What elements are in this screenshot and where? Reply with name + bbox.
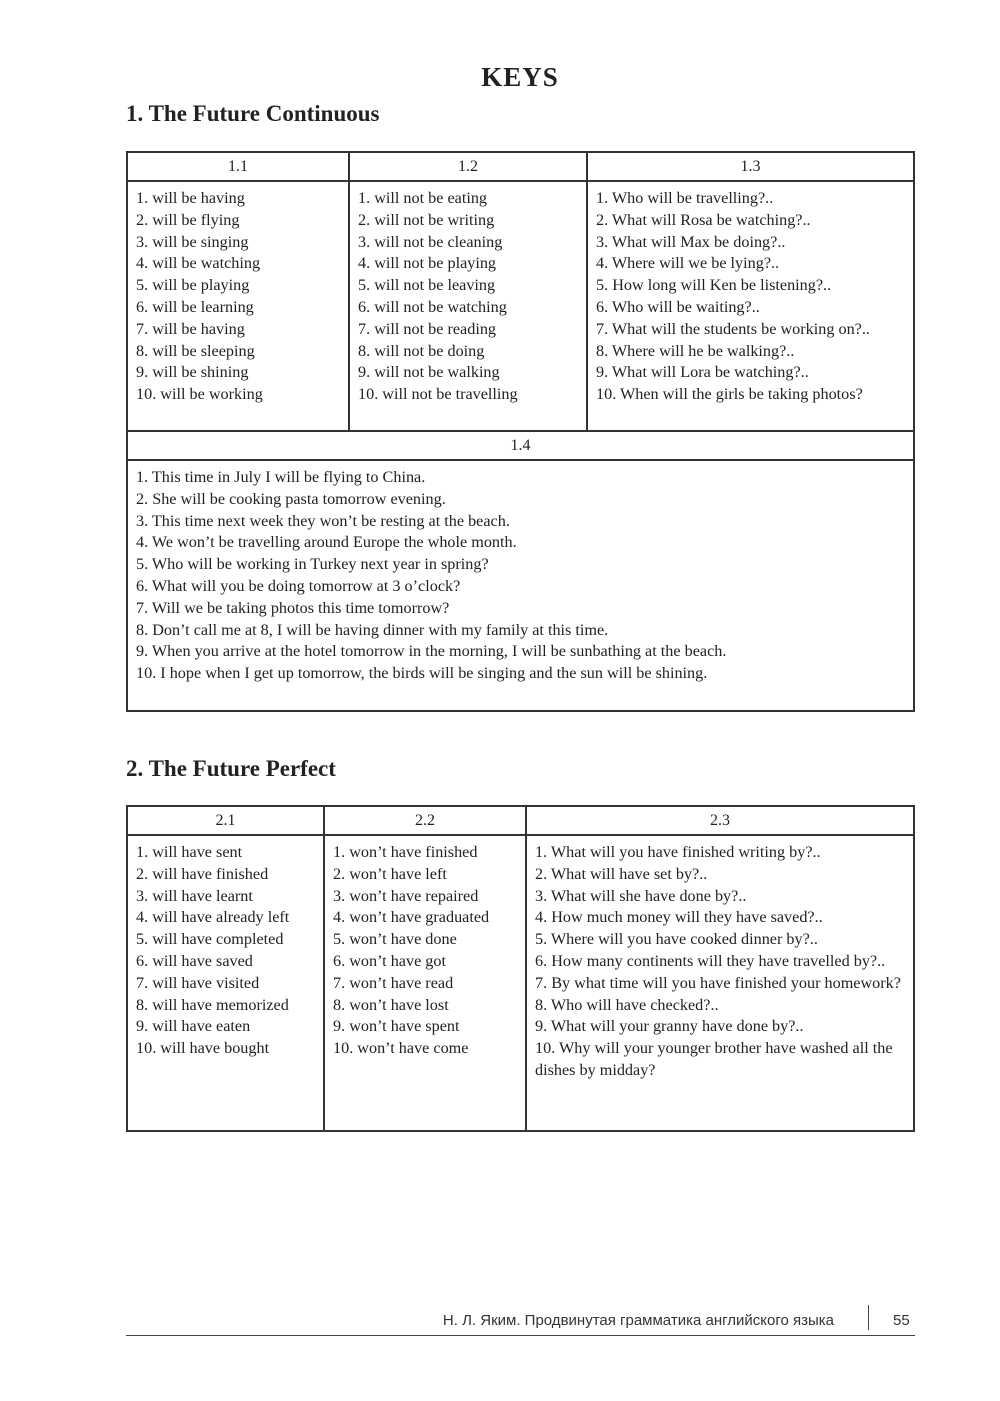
footer-separator bbox=[868, 1305, 869, 1330]
answer-item: 1. will be having bbox=[136, 189, 245, 207]
answer-item: 2. will be flying bbox=[136, 210, 240, 229]
answer-item: 9. won’t have spent bbox=[333, 1017, 460, 1036]
footer-book-title: Н. Л. Яким. Продвинутая грамматика английского языка bbox=[442, 1312, 834, 1329]
column-header-2-3: 2.3 bbox=[526, 806, 914, 835]
answer-item: 6. will have saved bbox=[136, 951, 253, 970]
answer-item: 10. I hope when I get up tomorrow, the birds will be singing and the sun will be shining. bbox=[136, 664, 708, 683]
column-header-1-1: 1.1 bbox=[127, 152, 349, 181]
answer-item: 7. By what time will you have finished your homework? bbox=[535, 973, 901, 992]
answer-item: 10. When will the girls be taking photos? bbox=[596, 385, 863, 404]
answer-item: 6. Who will be waiting?.. bbox=[596, 297, 760, 316]
answer-item: 5. will be playing bbox=[136, 276, 250, 295]
answers-1-1 bbox=[127, 181, 349, 431]
answer-item: 10. will not be travelling bbox=[358, 385, 518, 404]
column-header-2-1: 2.1 bbox=[127, 806, 324, 835]
answer-item: 5. will not be leaving bbox=[358, 276, 496, 295]
answers-1-2 bbox=[349, 181, 587, 431]
answer-item: 8. won’t have lost bbox=[333, 995, 449, 1014]
answer-item: 1. will not be eating bbox=[358, 189, 488, 207]
answer-item: 5. Where will you have cooked dinner by?.. bbox=[535, 930, 818, 949]
answer-item: 1. This time in July I will be flying to China. bbox=[136, 468, 426, 486]
answer-item: 1. Who will be travelling?.. bbox=[596, 189, 774, 207]
answer-item: 7. Will we be taking photos this time tomorrow? bbox=[136, 598, 450, 617]
answer-item: 2. will have finished bbox=[136, 864, 269, 883]
page-title: KEYS bbox=[481, 62, 559, 92]
answer-item: 3. will be singing bbox=[136, 232, 249, 251]
answer-item: 7. won’t have read bbox=[333, 973, 454, 992]
answer-item: 1. will have sent bbox=[136, 843, 243, 861]
answer-item: 10. won’t have come bbox=[333, 1039, 469, 1058]
answer-item: 5. will have completed bbox=[136, 930, 284, 949]
answer-item: 4. will not be playing bbox=[358, 254, 497, 273]
section-heading-future-perfect: 2. The Future Perfect bbox=[126, 756, 336, 781]
answer-item: 8. will be sleeping bbox=[136, 341, 255, 360]
answers-1-3 bbox=[587, 181, 914, 431]
answer-item: 4. won’t have graduated bbox=[333, 908, 490, 927]
answer-item: 3. will not be cleaning bbox=[358, 232, 503, 251]
answer-item: 1. What will you have finished writing by?.. bbox=[535, 843, 821, 861]
answer-item: 8. will have memorized bbox=[136, 995, 289, 1014]
answers-1-4 bbox=[127, 460, 914, 711]
column-header-1-2: 1.2 bbox=[349, 152, 587, 181]
answer-item: 4. Where will we be lying?.. bbox=[596, 254, 780, 273]
answer-item: 6. will be learning bbox=[136, 297, 254, 316]
answer-item: 2. won’t have left bbox=[333, 864, 447, 883]
future-continuous-table bbox=[126, 151, 915, 712]
answer-item: 7. What will the students be working on?.. bbox=[596, 319, 870, 338]
answer-item: 8. Where will he be walking?.. bbox=[596, 341, 795, 360]
answer-item: 9. What will Lora be watching?.. bbox=[596, 363, 809, 382]
column-header-2-2: 2.2 bbox=[324, 806, 526, 835]
answers-2-2 bbox=[324, 835, 526, 1131]
answer-item: 6. won’t have got bbox=[333, 951, 446, 970]
answer-item: 8. Who will have checked?.. bbox=[535, 995, 719, 1014]
answer-item: 5. Who will be working in Turkey next year in spring? bbox=[136, 555, 489, 574]
answer-item: 10. will have bought bbox=[136, 1039, 270, 1058]
answer-item: 4. We won’t be travelling around Europe the whole month. bbox=[136, 533, 517, 552]
footer-rule bbox=[126, 1335, 915, 1336]
answer-item: 6. How many continents will they have travelled by?.. bbox=[535, 951, 886, 970]
answer-item: 2. What will Rosa be watching?.. bbox=[596, 210, 811, 229]
answer-item: 9. will not be walking bbox=[358, 363, 500, 382]
answer-item: 2. What will have set by?.. bbox=[535, 864, 708, 883]
answer-item: 8. Don’t call me at 8, I will be having dinner with my family at this time. bbox=[136, 620, 609, 639]
answer-item: 4. will be watching bbox=[136, 254, 261, 273]
answers-2-1 bbox=[127, 835, 324, 1131]
column-header-1-4: 1.4 bbox=[127, 431, 914, 460]
answer-item: 3. won’t have repaired bbox=[333, 886, 479, 905]
column-header-1-3: 1.3 bbox=[587, 152, 914, 181]
answer-item: 9. will have eaten bbox=[136, 1017, 251, 1036]
answer-item: 3. will have learnt bbox=[136, 886, 253, 905]
answer-item: 2. She will be cooking pasta tomorrow evening. bbox=[136, 489, 446, 508]
answer-item: 1. won’t have finished bbox=[333, 843, 478, 861]
answers-2-3 bbox=[526, 835, 914, 1131]
answer-item: 4. How much money will they have saved?.. bbox=[535, 908, 823, 927]
answer-item: 3. What will Max be doing?.. bbox=[596, 232, 786, 251]
answer-item: 9. What will your granny have done by?.. bbox=[535, 1017, 804, 1036]
section-heading-future-continuous: 1. The Future Continuous bbox=[126, 101, 380, 126]
answer-item: 9. will be shining bbox=[136, 363, 249, 382]
answer-item: 3. What will she have done by?.. bbox=[535, 886, 747, 905]
answer-item: 6. What will you be doing tomorrow at 3 o’clock? bbox=[136, 576, 461, 595]
answer-item: 7. will be having bbox=[136, 319, 245, 338]
answer-item: 5. How long will Ken be listening?.. bbox=[596, 276, 832, 295]
answer-item: 10. will be working bbox=[136, 385, 263, 404]
answer-item: 4. will have already left bbox=[136, 908, 290, 927]
future-perfect-table bbox=[126, 805, 915, 1132]
answer-item: 6. will not be watching bbox=[358, 297, 507, 316]
answer-item: 10. Why will your younger brother have washed all the dishes by midday? bbox=[535, 1039, 893, 1079]
page-number: 55 bbox=[893, 1312, 910, 1329]
answer-item: 7. will not be reading bbox=[358, 319, 497, 338]
answer-item: 2. will not be writing bbox=[358, 210, 495, 229]
answer-item: 7. will have visited bbox=[136, 973, 260, 992]
answer-item: 3. This time next week they won’t be resting at the beach. bbox=[136, 511, 510, 530]
answer-item: 5. won’t have done bbox=[333, 930, 457, 949]
answer-item: 9. When you arrive at the hotel tomorrow in the morning, I will be sunbathing at the beach. bbox=[136, 642, 727, 661]
answer-item: 8. will not be doing bbox=[358, 341, 485, 360]
